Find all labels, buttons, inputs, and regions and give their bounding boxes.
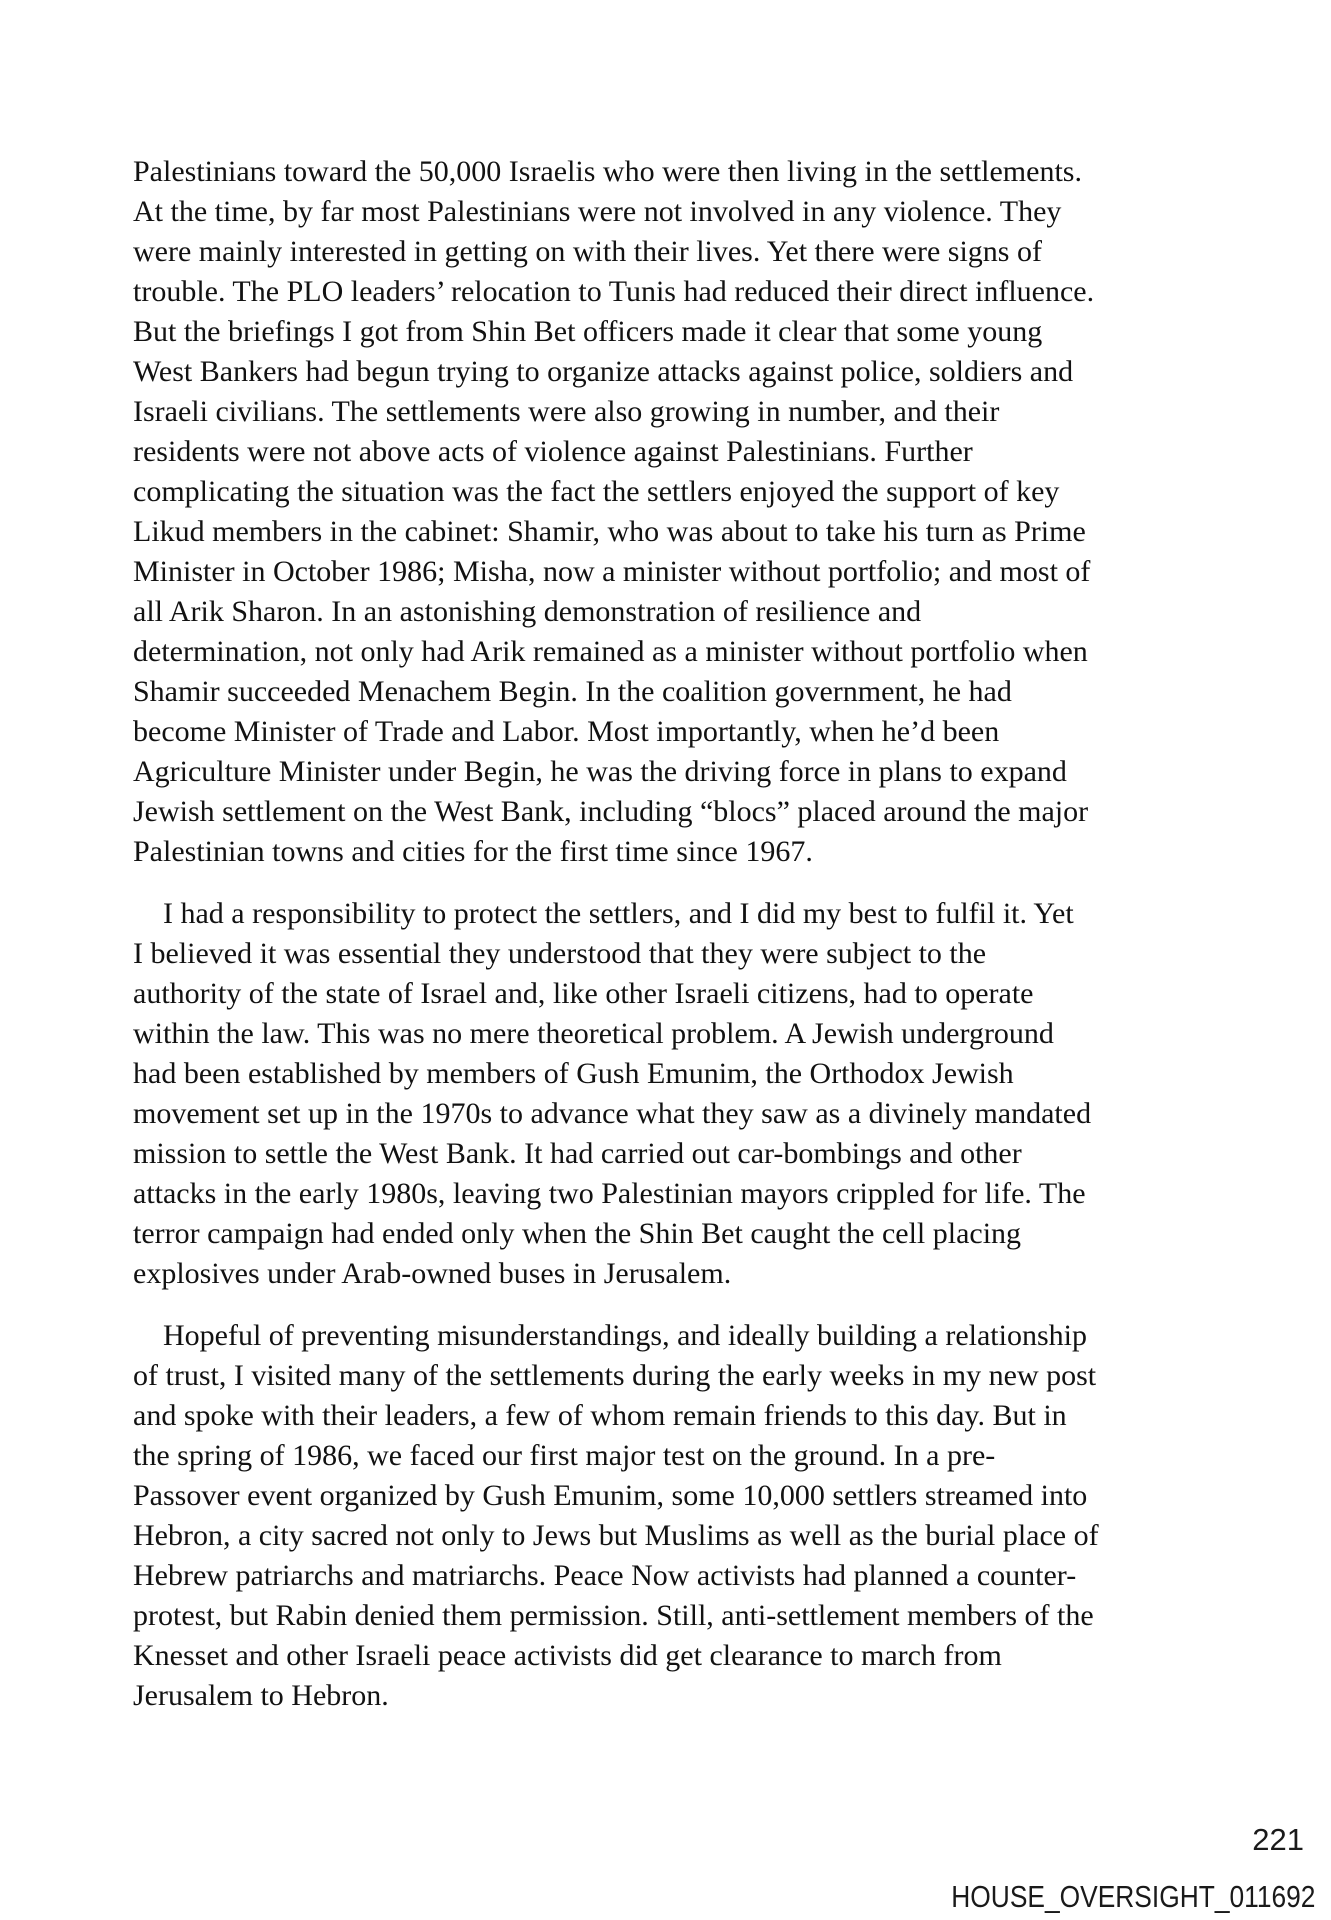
bates-stamp: HOUSE_OVERSIGHT_011692 — [950, 1879, 1315, 1914]
text-line: and spoke with their leaders, a few of whom remain friends to this day. But in — [133, 1399, 1067, 1432]
text-line: West Bankers had begun trying to organize attacks against police, soldiers and — [133, 355, 1074, 388]
text-line: all Arik Sharon. In an astonishing demonstration of resilience and — [133, 595, 922, 628]
text-line: Knesset and other Israeli peace activists did get clearance to march from — [133, 1639, 1002, 1672]
text-line: Hopeful of preventing misunderstandings, and ideally building a relationship — [163, 1319, 1087, 1352]
text-line: Passover event organized by Gush Emunim, some 10,000 settlers streamed into — [133, 1479, 1088, 1512]
text-line: complicating the situation was the fact the settlers enjoyed the support of key — [133, 475, 1060, 508]
text-line: trouble. The PLO leaders’ relocation to Tunis had reduced their direct influence. — [133, 275, 1095, 308]
text-line: Agriculture Minister under Begin, he was the driving force in plans to expand — [133, 755, 1067, 788]
text-line: within the law. This was no mere theoretical problem. A Jewish underground — [133, 1017, 1054, 1050]
paragraph — [133, 152, 1218, 872]
text-line: At the time, by far most Palestinians were not involved in any violence. They — [133, 195, 1062, 228]
text-line: Hebrew patriarchs and matriarchs. Peace Now activists had planned a counter- — [133, 1559, 1077, 1592]
text-line: I believed it was essential they understood that they were subject to the — [133, 937, 987, 970]
text-line: had been established by members of Gush Emunim, the Orthodox Jewish — [133, 1057, 1014, 1090]
text-line: But the briefings I got from Shin Bet officers made it clear that some young — [133, 315, 1043, 348]
text-line: explosives under Arab-owned buses in Jerusalem. — [133, 1257, 732, 1290]
text-line: determination, not only had Arik remained as a minister without portfolio when — [133, 635, 1088, 668]
text-line: terror campaign had ended only when the Shin Bet caught the cell placing — [133, 1217, 1022, 1250]
page-text — [133, 152, 1218, 1738]
text-line: Hebron, a city sacred not only to Jews but Muslims as well as the burial place of — [133, 1519, 1099, 1552]
text-line: Israeli civilians. The settlements were also growing in number, and their — [133, 395, 1000, 428]
text-line: authority of the state of Israel and, like other Israeli citizens, had to operate — [133, 977, 1034, 1010]
text-line: Likud members in the cabinet: Shamir, who was about to take his turn as Prime — [133, 515, 1086, 548]
page-number: 221 — [1252, 1822, 1304, 1857]
text-line: the spring of 1986, we faced our first major test on the ground. In a pre- — [133, 1439, 996, 1472]
text-line: Shamir succeeded Menachem Begin. In the coalition government, he had — [133, 675, 1012, 708]
text-line: Palestinians toward the 50,000 Israelis who were then living in the settlements. — [133, 155, 1082, 188]
text-line: mission to settle the West Bank. It had carried out car-bombings and other — [133, 1137, 1022, 1170]
text-line: attacks in the early 1980s, leaving two Palestinian mayors crippled for life. The — [133, 1177, 1086, 1210]
text-line: become Minister of Trade and Labor. Most importantly, when he’d been — [133, 715, 1000, 748]
text-line: movement set up in the 1970s to advance what they saw as a divinely mandated — [133, 1097, 1092, 1130]
text-line: of trust, I visited many of the settlements during the early weeks in my new post — [133, 1359, 1097, 1392]
text-line: residents were not above acts of violence against Palestinians. Further — [133, 435, 973, 468]
text-line: protest, but Rabin denied them permission. Still, anti-settlement members of the — [133, 1599, 1094, 1632]
text-line: Palestinian towns and cities for the first time since 1967. — [133, 835, 813, 868]
paragraph — [133, 894, 1218, 1294]
paragraph — [133, 1316, 1218, 1716]
text-line: were mainly interested in getting on with their lives. Yet there were signs of — [133, 235, 1042, 268]
text-line: Minister in October 1986; Misha, now a minister without portfolio; and most of — [133, 555, 1091, 588]
text-line: Jewish settlement on the West Bank, including “blocs” placed around the major — [133, 795, 1089, 828]
text-line: Jerusalem to Hebron. — [133, 1679, 389, 1712]
text-line: I had a responsibility to protect the settlers, and I did my best to fulfil it. Yet — [163, 897, 1074, 930]
